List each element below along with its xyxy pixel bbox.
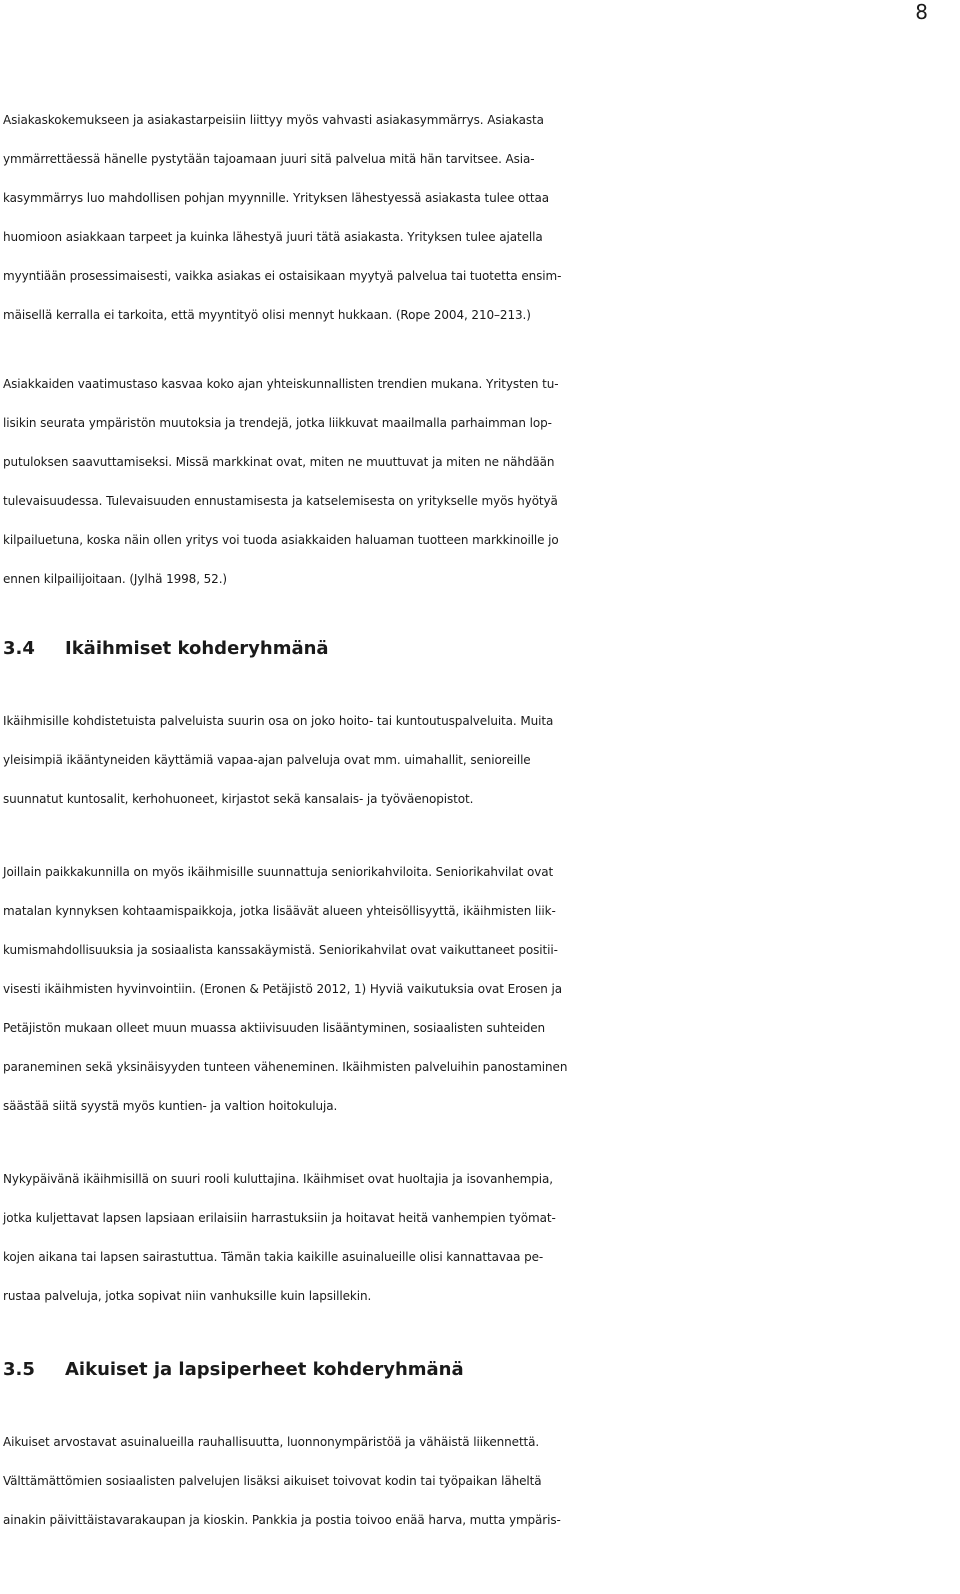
paragraph-3 (3, 702, 958, 819)
text-line: ennen kilpailijoitaan. (Jylhä 1998, 52.) (3, 572, 228, 586)
section-number: 3.5 (3, 1359, 35, 1380)
text-line: kilpailuetuna, koska näin ollen yritys voi tuoda asiakkaiden haluaman tuotteen markkinoille jo (3, 533, 559, 547)
text-line: tulevaisuudessa. Tulevaisuuden ennustamisesta ja katselemisesta on yritykselle myös hyötyä (3, 494, 558, 508)
paragraph-1 (3, 101, 958, 335)
text-line: Ikäihmisille kohdistetuista palveluista suurin osa on joko hoito- tai kuntoutuspalveluita. Muita (3, 714, 554, 728)
text-line: Asiakkaiden vaatimustaso kasvaa koko ajan yhteiskunnallisten trendien mukana. Yritysten tu- (3, 377, 559, 391)
paragraph-5 (3, 1160, 958, 1316)
text-line: putuloksen saavuttamiseksi. Missä markkinat ovat, miten ne muuttuvat ja miten ne nähdään (3, 455, 555, 469)
document-body (3, 101, 958, 1540)
paragraph-4 (3, 853, 958, 1126)
text-line: matalan kynnyksen kohtaamispaikkoja, jotka lisäävät alueen yhteisöllisyyttä, ikäihmisten liik- (3, 904, 556, 918)
section-heading-3-5 (3, 1350, 958, 1389)
section-title: Ikäihmiset kohderyhmänä (65, 638, 329, 659)
section-heading-3-4 (3, 629, 958, 668)
paragraph-2 (3, 365, 958, 599)
text-line: paraneminen sekä yksinäisyyden tunteen väheneminen. Ikäihmisten palveluihin panostaminen (3, 1060, 568, 1074)
text-line: lisikin seurata ympäristön muutoksia ja trendejä, jotka liikkuvat maailmalla parhaimman lop- (3, 416, 552, 430)
text-line: kojen aikana tai lapsen sairastuttua. Tämän takia kaikille asuinalueille olisi kannattavaa pe- (3, 1250, 544, 1264)
text-line: ymmärrettäessä hänelle pystytään tajoamaan juuri sitä palvelua mitä hän tarvitsee. Asia- (3, 152, 535, 166)
text-line: jotka kuljettavat lapsen lapsiaan erilaisiin harrastuksiin ja hoitavat heitä vanhempien työmat- (3, 1211, 556, 1225)
text-line: mäisellä kerralla ei tarkoita, että myyntityö olisi mennyt hukkaan. (Rope 2004, 210–213.) (3, 308, 531, 322)
page-number: 8 (915, 0, 928, 24)
text-line: kasymmärrys luo mahdollisen pohjan myynnille. Yrityksen lähestyessä asiakasta tulee ottaa (3, 191, 550, 205)
text-line: rustaa palveluja, jotka sopivat niin vanhuksille kuin lapsillekin. (3, 1289, 372, 1303)
text-line: säästää siitä syystä myös kuntien- ja valtion hoitokuluja. (3, 1099, 338, 1113)
section-number: 3.4 (3, 638, 35, 659)
text-line: Aikuiset arvostavat asuinalueilla rauhallisuutta, luonnonympäristöä ja vähäistä liikennettä. (3, 1435, 540, 1449)
text-line: Välttämättömien sosiaalisten palvelujen lisäksi aikuiset toivovat kodin tai työpaikan läheltä (3, 1474, 542, 1488)
text-line: Petäjistön mukaan olleet muun muassa aktiivisuuden lisääntyminen, sosiaalisten suhteiden (3, 1021, 546, 1035)
text-line: Joillain paikkakunnilla on myös ikäihmisille suunnattuja seniorikahviloita. Seniorikahvilat ovat (3, 865, 554, 879)
text-line: yleisimpiä ikääntyneiden käyttämiä vapaa-ajan palveluja ovat mm. uimahallit, senioreille (3, 753, 531, 767)
text-line: Asiakaskokemukseen ja asiakastarpeisiin liittyy myös vahvasti asiakasymmärrys. Asiakasta (3, 113, 544, 127)
paragraph-6 (3, 1423, 958, 1540)
text-line: huomioon asiakkaan tarpeet ja kuinka lähestyä juuri tätä asiakasta. Yrityksen tulee ajatella (3, 230, 543, 244)
text-line: kumismahdollisuuksia ja sosiaalista kanssakäymistä. Seniorikahvilat ovat vaikuttaneet positii- (3, 943, 558, 957)
text-line: myyntiään prosessimaisesti, vaikka asiakas ei ostaisikaan myytyä palvelua tai tuotetta ensim- (3, 269, 562, 283)
text-line: Nykypäivänä ikäihmisillä on suuri rooli kuluttajina. Ikäihmiset ovat huoltajia ja isovanhempia, (3, 1172, 553, 1186)
text-line: suunnatut kuntosalit, kerhohuoneet, kirjastot sekä kansalais- ja työväenopistot. (3, 792, 474, 806)
text-line: ainakin päivittäistavarakaupan ja kioskin. Pankkia ja postia toivoo enää harva, mutta ympäris- (3, 1513, 561, 1527)
section-title: Aikuiset ja lapsiperheet kohderyhmänä (65, 1359, 464, 1380)
text-line: visesti ikäihmisten hyvinvointiin. (Eronen & Petäjistö 2012, 1) Hyviä vaikutuksia ovat Erosen ja (3, 982, 563, 996)
